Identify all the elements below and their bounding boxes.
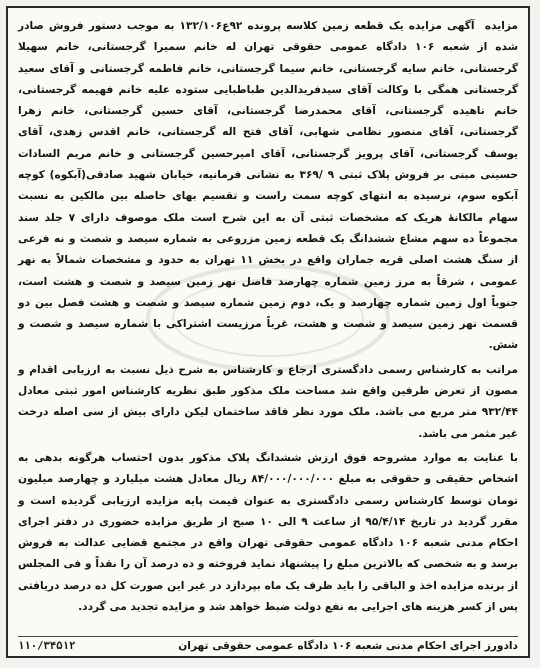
- auction-notice: [6, 6, 530, 658]
- notice-paragraph-3: با عنایت به موارد مشروحه فوق ارزش ششدانگ پلاک مذکور بدون احتساب هرگونه بدهی به اشخاص حقیقی و حقوقی به مبلغ ۸۴/۰۰۰/۰۰۰/۰۰۰ ریال معادل هشت میلیارد و چهارصد میلیون تومان توسط کارشناس رسمی دادگستری به عنوان قیمت پایه مزایده ارزیابی گردیده است و مقرر گردید در تاریخ ۹۵/۴/۱۴ از ساعت ۹ الی ۱۰ صبح از طریق مزایده حضوری در دفتر اجرای احکام مدنی شعبه ۱۰۶ دادگاه عمومی حقوقی تهران واقع در مجتمع قضایی عدالت به فروش برسد و به شخصی که بالاترین مبلغ را پیشنهاد نماید فروخته و ده درصد آن را نقداً و فی المجلس از برنده مزایده اخذ و الباقی را باید ظرف یک ماه بپردازد در غیر این صورت کل ده درصد دریافتی پس از کسر هزینه های اجرایی به نفع دولت ضبط خواهد شد و مزایده تجدید می گردد.: [18, 451, 518, 614]
- notice-title: مزایده: [484, 20, 518, 32]
- footer-signature: دادورز اجرای احکام مدنی شعبه ۱۰۶ دادگاه عمومی حقوقی تهران: [178, 640, 518, 652]
- footer-number: ۱۱۰/۳۴۵۱۲: [18, 640, 76, 652]
- notice-paragraph-1: [18, 16, 518, 357]
- notice-footer: [18, 636, 518, 652]
- notice-paragraph-2: مراتب به کارشناس رسمی دادگستری ارجاع و کارشناس به شرح ذیل نسبت به ارزیابی اقدام و مصون از تعرض طرفین واقع شد مساحت ملک مذکور طبق نظریه کارشناس امور ثبتی معادل ۹۳۲/۴۴ متر مربع می باشد. ملک مورد نظر فاقد ساختمان لیکن دارای بیش از سی اصله درخت غیر مثمر می باشد.: [18, 363, 518, 440]
- notice-paragraph-1-text: آگهی مزایده یک قطعه زمین کلاسه پرونده ۹۲ع۱۳۲/۱۰۶ به موجب دستور فروش صادر شده از شعبه ۱۰۶ دادگاه عمومی حقوقی تهران له خانم سمیرا گرجستانی، خانم سهیلا گرجستانی، خانم سایه گرجستانی، خانم سیما گرجستانی، خانم فاطمه گرجستانی و آقای سعید گرجستانی همگی با وکالت آقای سیدفریدالدین طباطبایی ستوده علیه خانم فهیمه گرجستانی، خانم ناهیده گرجستانی، آقای محمدرضا گرجستانی، آقای حسین گرجستانی، خانم زهرا گرجستانی، آقای منصور نظامی شهابی، آقای فتح اله گرجستانی، خانم اقدس زهدی، آقای یوسف گرجستانی، آقای پرویز گرجستانی، آقای امیرحسین گرجستانی و خانم مریم السادات حسینی مبنی بر فروش پلاک ثبتی ۹ /۳۶۹ به نشانی فرمانیه، خیابان شهید صادقی(آبکوه) کوچه آبکوه سوم، نرسیده به انتهای کوچه سمت راست و تقسیم بهای حاصله بین مالکین به نسبت سهام مالکانهٔ هریک که مشخصات ثبتی آن به این شرح است ملک موصوف دارای ۷ جلد سند مجموعاً ده سهم مشاع ششدانگ یک قطعه زمین مزروعی به شماره سیصد و شصت و نه فرعی از سنگ هشت اصلی قریه جماران واقع در بخش ۱۱ تهران به حدود و مشخصات شمالاً به نهر عمومی ، شرقاً به مرز زمین شماره چهارصد فاصل نهر زمین سیصد و شصت و هشت است، جنوباً اول زمین شماره چهارصد و یک، دوم زمین شماره سیصد و شصت و هشت فصل بین دو قسمت نهر زمین سیصد و شصت و هشت، غرباً مرزیست اشتراکی با شماره سیصد و شصت و شش.: [18, 20, 519, 352]
